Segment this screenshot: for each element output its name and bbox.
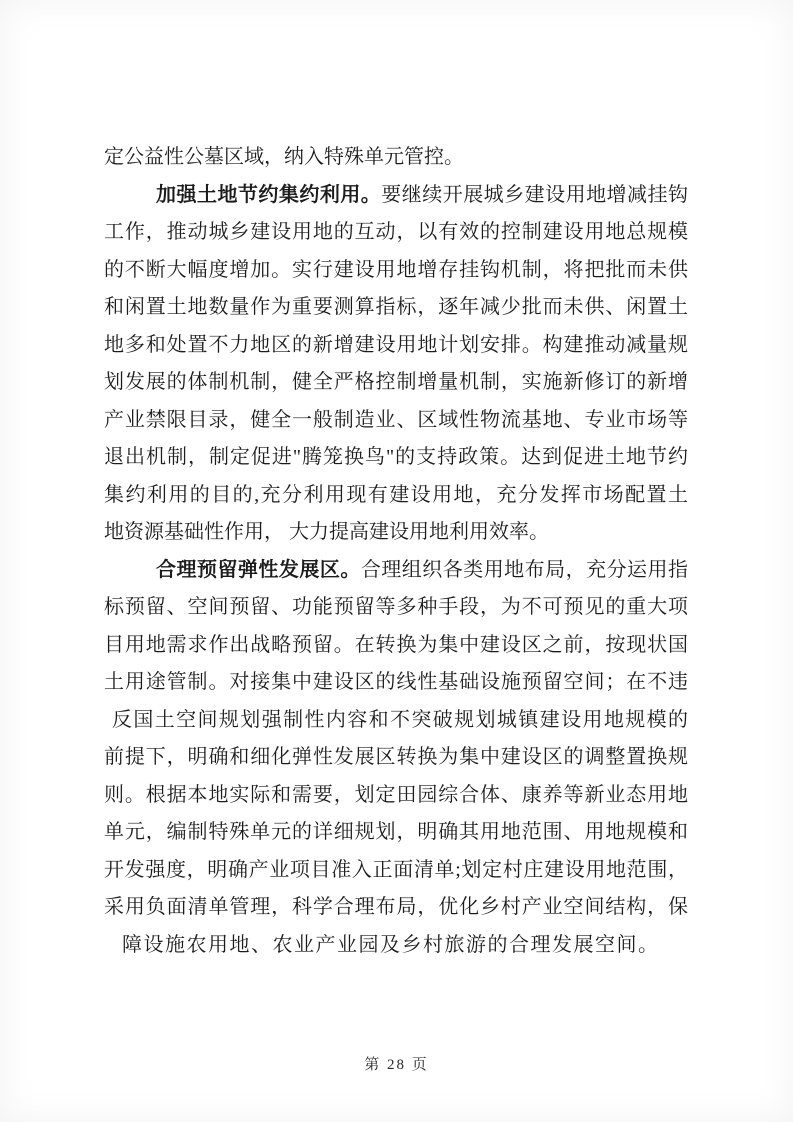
paragraph-lead-bold: 合理预留弹性发展区。: [156, 558, 361, 581]
text-line: [104, 702, 688, 740]
text-line: [104, 439, 688, 477]
paragraph-text: 开发强度，明确产业项目准入正面清单;划定村庄建设用地范围，: [104, 858, 688, 881]
text-line: [104, 289, 688, 327]
paragraph-text: 产业禁限目录，健全一般制造业、区域性物流基地、专业市场等: [104, 408, 688, 431]
paragraph-text: 划发展的体制机制，健全严格控制增量机制，实施新修订的新增: [104, 371, 688, 393]
text-line: [104, 739, 688, 777]
text-line: [104, 139, 688, 177]
text-line: [104, 402, 688, 440]
text-line: [104, 477, 688, 515]
paragraph-text: 要继续开展城乡建设用地增减挂钩: [381, 183, 689, 206]
text-line: [104, 214, 688, 252]
text-line: [104, 252, 688, 290]
paragraph-text: 地资源基础性作用， 大力提高建设用地利用效率。: [104, 521, 549, 543]
paragraph-text: 单元，编制特殊单元的详细规划，明确其用地范围、用地规模和: [104, 821, 688, 843]
page-number: 第 28 页: [364, 1057, 429, 1073]
paragraph-text: 退出机制，制定促进"腾笼换鸟"的支持政策。达到促进土地节约: [104, 446, 688, 468]
text-line: [104, 889, 688, 927]
paragraph-lead-bold: 加强土地节约集约利用。: [156, 183, 382, 206]
text-line: [104, 327, 688, 365]
text-line: [104, 552, 688, 590]
text-line: [104, 177, 688, 215]
text-line: [104, 777, 688, 815]
paragraph-text: 工作，推动城乡建设用地的互动，以有效的控制建设用地总规模: [104, 221, 688, 243]
paragraph-text: 反国土空间规划强制性内容和不突破规划城镇建设用地规模的: [112, 708, 688, 731]
text-line: [104, 514, 688, 552]
text-line: [104, 927, 688, 965]
paragraph-text: 的不断大幅度增加。实行建设用地增存挂钩机制，将把批而未供: [104, 258, 688, 281]
paragraph-text: 地多和处置不力地区的新增建设用地计划安排。构建推动减量规: [104, 333, 688, 356]
paragraph-text: 标预留、空间预留、功能预留等多种手段，为不可预见的重大项: [104, 596, 688, 618]
text-line: [104, 814, 688, 852]
paragraph-text: 土用途管制。对接集中建设区的线性基础设施预留空间；在不违: [104, 671, 688, 693]
paragraph-text: 前提下，明确和细化弹性发展区转换为集中建设区的调整置换规: [104, 746, 688, 768]
text-line: [104, 589, 688, 627]
paragraph-text: 和闲置土地数量作为重要测算指标，逐年减少批而未供、闲置土: [104, 296, 688, 318]
paragraph-text: 则。根据本地实际和需要，划定田园综合体、康养等新业态用地: [104, 783, 688, 806]
paragraph-text: 合理组织各类用地布局，充分运用指: [360, 558, 689, 581]
text-block: [104, 139, 688, 964]
paragraph-text: 目用地需求作出战略预留。在转换为集中建设区之前，按现状国: [104, 633, 688, 656]
paragraph-text: 障设施农用地、农业产业园及乡村旅游的合理发展空间。: [122, 933, 660, 956]
text-line: [104, 852, 688, 890]
paragraph-text: 定公益性公墓区域，纳入特殊单元管控。: [104, 146, 464, 168]
paragraph-text: 采用负面清单管理，科学合理布局，优化乡村产业空间结构，保: [104, 896, 688, 918]
text-line: [104, 364, 688, 402]
text-line: [104, 627, 688, 665]
paragraph-text: 集约利用的目的,充分利用现有建设用地，充分发挥市场配置土: [104, 483, 688, 506]
text-line: [104, 664, 688, 702]
